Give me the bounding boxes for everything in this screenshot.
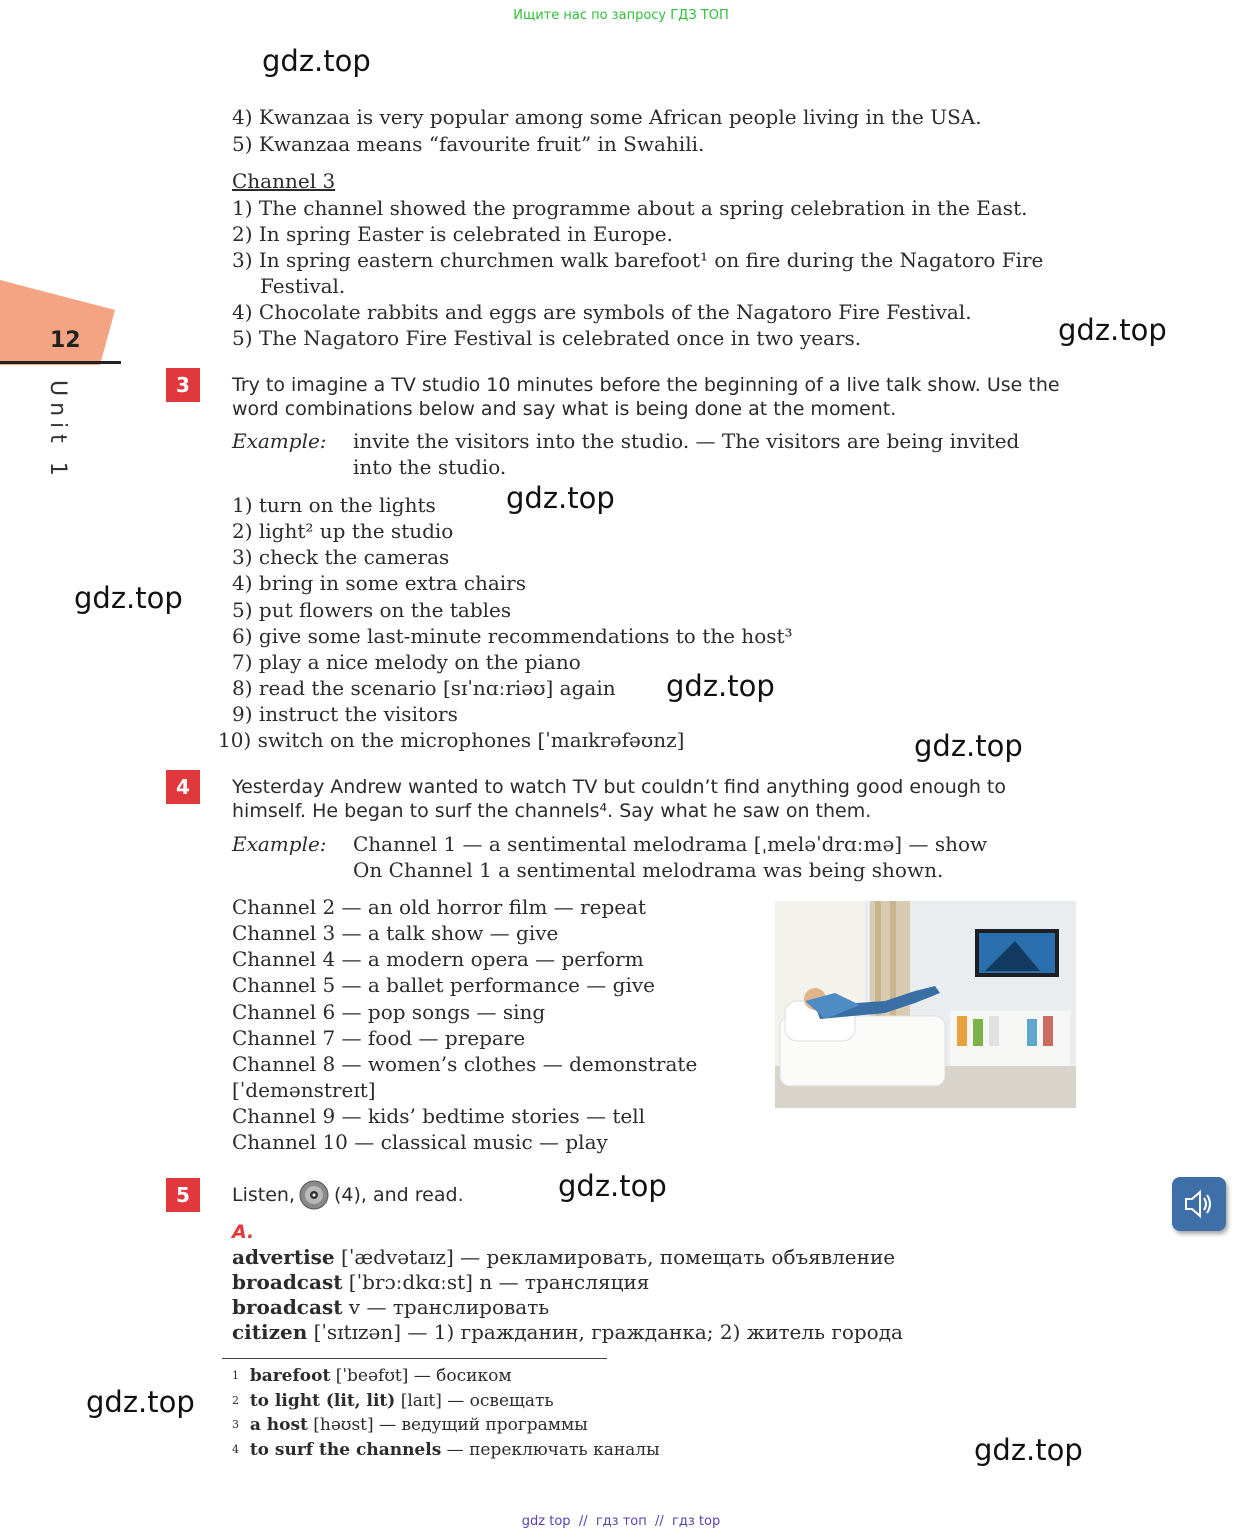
watermark: gdz.top bbox=[974, 1433, 1083, 1467]
task4-item: Channel 7 — food — prepare bbox=[232, 1026, 526, 1050]
channel3-line: 2) In spring Easter is celebrated in Europe. bbox=[232, 222, 673, 246]
top-banner: Ищите нас по запросу ГДЗ ТОП bbox=[513, 8, 729, 23]
watermark: gdz.top bbox=[558, 1169, 667, 1203]
vocab-entry: advertise [ˈædvətaɪz] — рекламировать, помещать объявление bbox=[232, 1245, 896, 1269]
channel3-line: 1) The channel showed the programme about a spring celebration in the East. bbox=[232, 196, 1028, 220]
task4-instruction: himself. He began to surf the channels⁴. Say what he saw on them. bbox=[232, 800, 872, 822]
watermark: gdz.top bbox=[666, 669, 775, 703]
task3-instruction: Try to imagine a TV studio 10 minutes before the beginning of a live talk show. Use the bbox=[232, 374, 1060, 396]
channel3-line: 4) Chocolate rabbits and eggs are symbols of the Nagatoro Fire Festival. bbox=[232, 300, 972, 324]
task4-item: Channel 10 — classical music — play bbox=[232, 1130, 608, 1154]
watermark: gdz.top bbox=[914, 729, 1023, 763]
watermark: gdz.top bbox=[506, 481, 615, 515]
footnote: $^2$ to light (lit, lit) [laɪt] — освещать bbox=[232, 1391, 554, 1411]
task3-item: 9) instruct the visitors bbox=[232, 702, 458, 726]
kwanzaa-item-5: 5) Kwanzaa means “favourite fruit” in Swahili. bbox=[232, 132, 705, 156]
bottom-links[interactable]: gdz top // гдз топ // гдз top bbox=[521, 1514, 721, 1529]
cd-icon[interactable] bbox=[299, 1180, 329, 1210]
task4-instruction: Yesterday Andrew wanted to watch TV but couldn’t find anything good enough to bbox=[232, 776, 1007, 798]
task3-item: 4) bring in some extra chairs bbox=[232, 571, 527, 595]
task4-example: On Channel 1 a sentimental melodrama was being shown. bbox=[353, 858, 944, 882]
vocab-entry: broadcast [ˈbrɔːdkɑːst] n — трансляция bbox=[232, 1270, 650, 1294]
task3-example: into the studio. bbox=[353, 455, 507, 479]
task5-instruction-start: Listen, bbox=[232, 1184, 295, 1206]
page-rule bbox=[0, 361, 121, 364]
task3-item: 3) check the cameras bbox=[232, 545, 450, 569]
footnote-divider bbox=[222, 1358, 607, 1359]
task3-instruction: word combinations below and say what is being done at the moment. bbox=[232, 398, 897, 420]
audio-play-button[interactable] bbox=[1172, 1177, 1226, 1231]
task3-item: 2) light² up the studio bbox=[232, 519, 454, 543]
task-number-badge: 5 bbox=[166, 1178, 200, 1212]
task4-example: Channel 1 — a sentimental melodrama [ˌmeləˈdrɑːmə] — show bbox=[353, 832, 988, 856]
page-number: 12 bbox=[50, 328, 81, 353]
example-label: Example: bbox=[232, 429, 327, 453]
watermark: gdz.top bbox=[74, 581, 183, 615]
task3-item: 1) turn on the lights bbox=[232, 493, 436, 517]
task4-item: Channel 5 — a ballet performance — give bbox=[232, 973, 655, 997]
task4-item: Channel 6 — pop songs — sing bbox=[232, 1000, 546, 1024]
watermark: gdz.top bbox=[262, 44, 371, 78]
task-number-badge: 3 bbox=[166, 368, 200, 402]
task4-item: Channel 9 — kids’ bedtime stories — tell bbox=[232, 1104, 646, 1128]
channel3-line: Festival. bbox=[260, 274, 346, 298]
channel3-line: 3) In spring eastern churchmen walk barefoot¹ on fire during the Nagatoro Fire bbox=[232, 248, 1044, 272]
task3-item: 5) put flowers on the tables bbox=[232, 598, 512, 622]
speaker-icon bbox=[1172, 1177, 1226, 1231]
task3-example: invite the visitors into the studio. — The visitors are being invited bbox=[353, 429, 1020, 453]
channel3-line: 5) The Nagatoro Fire Festival is celebrated once in two years. bbox=[232, 326, 862, 350]
task3-item: 10) switch on the microphones [ˈmaɪkrəfəʊnz] bbox=[218, 728, 685, 752]
kwanzaa-item-4: 4) Kwanzaa is very popular among some African people living in the USA. bbox=[232, 105, 982, 129]
channel3-heading: Channel 3 bbox=[232, 169, 336, 193]
section-label: A. bbox=[232, 1221, 255, 1243]
vocab-entry: citizen [ˈsɪtɪzən] — 1) гражданин, гражданка; 2) житель города bbox=[232, 1320, 903, 1344]
example-label: Example: bbox=[232, 832, 327, 856]
page-corner-decoration bbox=[0, 280, 120, 370]
task5-instruction-end: (4), and read. bbox=[334, 1184, 464, 1206]
vocab-entry: broadcast v — транслировать bbox=[232, 1295, 550, 1319]
footnote: $^3$ a host [həʊst] — ведущий программы bbox=[232, 1415, 588, 1435]
task3-item: 7) play a nice melody on the piano bbox=[232, 650, 581, 674]
task4-item: Channel 4 — a modern opera — perform bbox=[232, 947, 644, 971]
task4-item: Channel 8 — women’s clothes — demonstrate bbox=[232, 1052, 698, 1076]
footnote: $^1$ barefoot [ˈbeəfʊt] — босиком bbox=[232, 1366, 512, 1386]
task3-item: 8) read the scenario [sɪˈnɑːriəʊ] again bbox=[232, 676, 616, 700]
watermark: gdz.top bbox=[1058, 313, 1167, 347]
task4-item: Channel 2 — an old horror film — repeat bbox=[232, 895, 647, 919]
unit-label: Unit 1 bbox=[45, 380, 70, 482]
tv-room-illustration bbox=[775, 901, 1076, 1108]
task3-item: 6) give some last-minute recommendations to the host³ bbox=[232, 624, 793, 648]
task4-item: [ˈdemənstreɪt] bbox=[232, 1078, 376, 1102]
watermark: gdz.top bbox=[86, 1385, 195, 1419]
task4-item: Channel 3 — a talk show — give bbox=[232, 921, 559, 945]
task-number-badge: 4 bbox=[166, 770, 200, 804]
unit-label-box bbox=[44, 380, 74, 480]
footnote: $^4$ to surf the channels — переключать каналы bbox=[232, 1440, 660, 1460]
